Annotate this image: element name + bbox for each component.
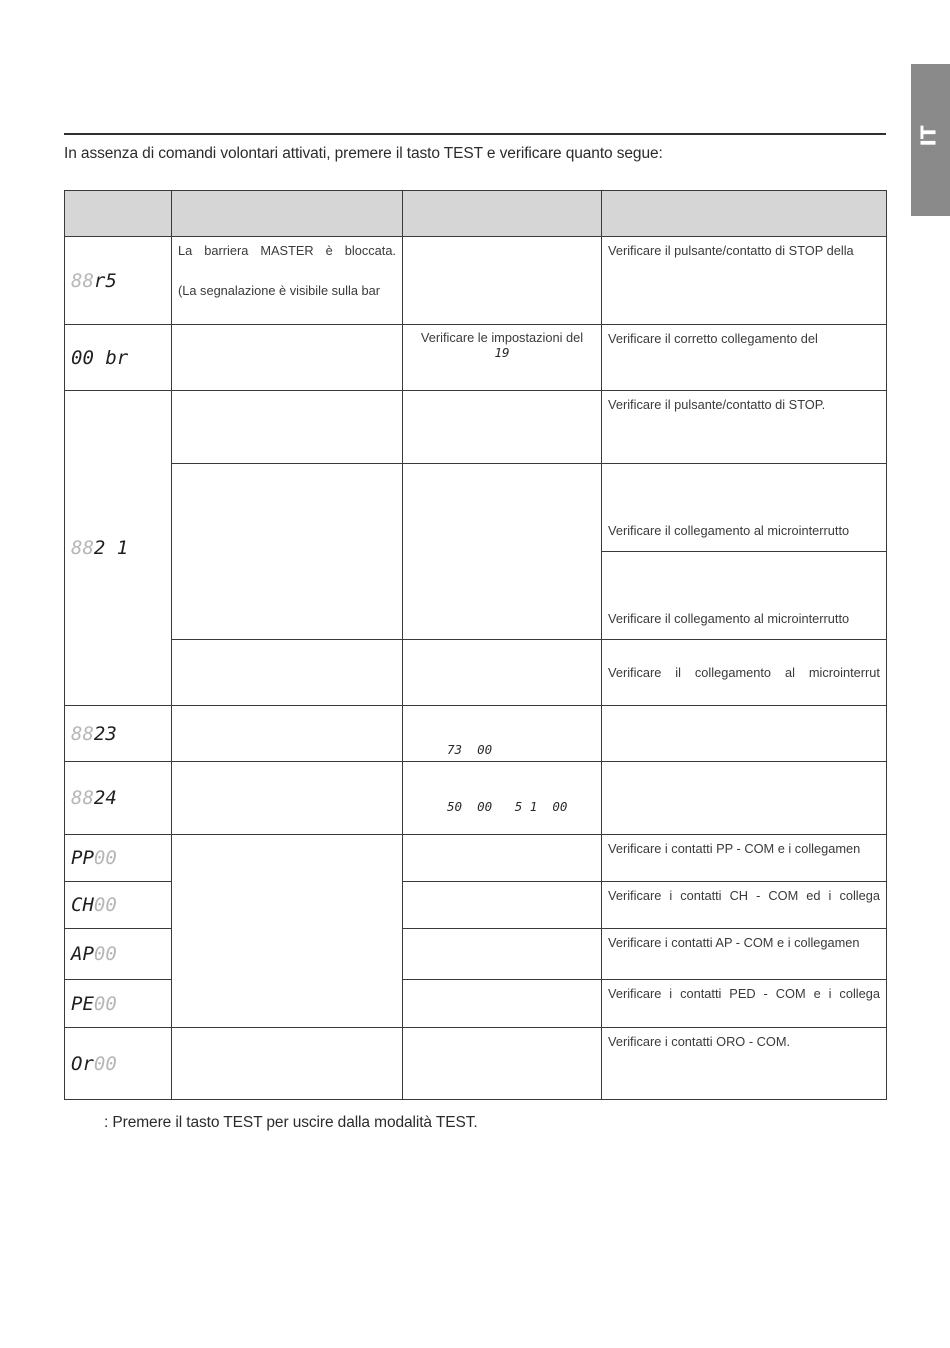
segment-display: 882 1 — [71, 537, 129, 559]
header-cell-display — [65, 191, 172, 237]
check-cell — [602, 552, 887, 640]
check-cell — [602, 706, 887, 762]
check-text: Verificare i contatti PP - COM e i collegamen — [608, 841, 861, 856]
display-cell — [65, 882, 172, 929]
header-cell-description — [172, 191, 403, 237]
header-cell-check — [602, 191, 887, 237]
description-cell — [172, 1028, 403, 1100]
check-cell — [602, 835, 887, 882]
check-cell — [602, 762, 887, 835]
table-row — [65, 835, 887, 882]
check-text: Verificare il pulsante/contatto di STOP della — [608, 243, 854, 258]
check-cell — [602, 929, 887, 980]
footnote-text: : Premere il tasto TEST per uscire dalla modalità TEST. — [104, 1114, 478, 1131]
setting-cell — [403, 237, 602, 325]
segment-display: 8823 — [71, 722, 117, 745]
check-text: Verificare il collegamento al microinterrut — [608, 664, 880, 680]
setting-cell — [403, 1028, 602, 1100]
check-cell — [602, 882, 887, 929]
table-row — [65, 1028, 887, 1100]
display-cell — [65, 1028, 172, 1100]
table-row — [65, 640, 887, 706]
display-cell — [65, 835, 172, 882]
segment-display: 88r5 — [71, 269, 117, 292]
segment-display: 8824 — [71, 787, 117, 809]
display-cell — [65, 762, 172, 835]
table-header-row — [65, 191, 887, 237]
setting-value: 50 00 5 1 00 — [447, 798, 568, 814]
check-cell — [602, 325, 887, 391]
description-line: La barriera MASTER è bloccata. — [178, 243, 396, 258]
setting-text: Verificare le impostazioni del — [420, 330, 584, 345]
language-tab — [911, 64, 950, 216]
check-text: Verificare i contatti CH - COM ed i collega — [608, 888, 880, 903]
setting-value: 19 — [494, 345, 510, 360]
table-row — [65, 762, 887, 835]
segment-display: CH00 — [71, 894, 117, 916]
segment-display: AP00 — [71, 943, 117, 965]
setting-cell — [403, 762, 602, 835]
setting-cell — [403, 980, 602, 1028]
check-cell — [602, 391, 887, 464]
description-cell — [172, 325, 403, 391]
table-row — [65, 706, 887, 762]
check-text: Verificare il collegamento al microinterrutto — [608, 523, 850, 538]
display-cell — [65, 325, 172, 391]
description-line: (La segnalazione è visibile sulla bar — [178, 283, 381, 298]
segment-display: PP00 — [71, 847, 117, 869]
description-cell — [172, 835, 403, 1028]
setting-cell — [403, 325, 602, 391]
display-cell — [65, 706, 172, 762]
setting-cell — [403, 391, 602, 464]
segment-display: Or00 — [71, 1052, 117, 1075]
table-row — [65, 325, 887, 391]
setting-cell — [403, 882, 602, 929]
display-cell — [65, 929, 172, 980]
check-cell — [602, 640, 887, 706]
header-cell-setting — [403, 191, 602, 237]
setting-cell — [403, 464, 602, 640]
description-cell — [172, 640, 403, 706]
segment-display: 00 br — [71, 346, 129, 369]
setting-cell — [403, 929, 602, 980]
display-cell — [65, 980, 172, 1028]
table-row — [65, 464, 887, 552]
description-cell — [172, 706, 403, 762]
setting-cell — [403, 835, 602, 882]
intro-text: In assenza di comandi volontari attivati, premere il tasto TEST e verificare quanto segue: — [64, 145, 663, 162]
display-cell — [65, 237, 172, 325]
check-text: Verificare il pulsante/contatto di STOP. — [608, 397, 826, 412]
check-text: Verificare il collegamento al microinterrutto — [608, 611, 850, 626]
check-text: Verificare i contatti AP - COM e i collegamen — [608, 935, 860, 950]
segment-display: PE00 — [71, 992, 117, 1015]
setting-cell — [403, 640, 602, 706]
check-text: Verificare i contatti PED - COM e i collega — [608, 986, 880, 1001]
setting-value: 73 00 — [447, 742, 493, 757]
table-row — [65, 237, 887, 325]
check-cell — [602, 1028, 887, 1100]
check-text: Verificare i contatti ORO - COM. — [608, 1034, 791, 1049]
language-tab-label: IT — [916, 125, 941, 147]
check-cell — [602, 980, 887, 1028]
table-row — [65, 391, 887, 464]
section-rule — [64, 133, 886, 135]
test-table — [64, 190, 887, 1100]
description-cell — [172, 464, 403, 640]
setting-cell — [403, 706, 602, 762]
description-cell — [172, 391, 403, 464]
description-cell — [172, 762, 403, 835]
check-text: Verificare il corretto collegamento del — [608, 331, 818, 346]
display-cell — [65, 391, 172, 706]
check-cell — [602, 464, 887, 552]
check-cell — [602, 237, 887, 325]
description-cell — [172, 237, 403, 325]
